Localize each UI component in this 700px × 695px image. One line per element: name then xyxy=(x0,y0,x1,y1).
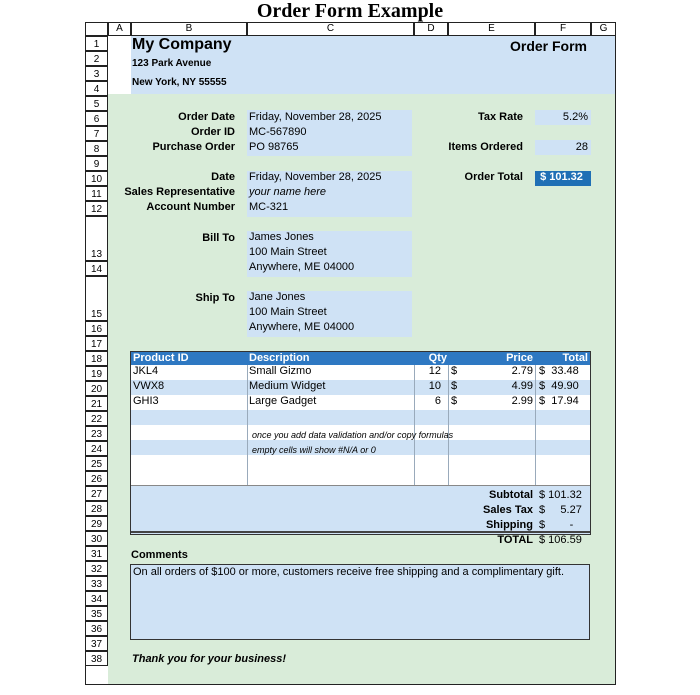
comments-label: Comments xyxy=(131,549,188,561)
row-header[interactable]: 35 xyxy=(85,606,108,621)
bill-to-name: James Jones xyxy=(249,231,314,243)
ship-to-name: Jane Jones xyxy=(249,291,306,303)
row-header[interactable]: 3 xyxy=(85,66,108,81)
note-empty-cells: empty cells will show #N/A or 0 xyxy=(252,445,376,455)
row-header[interactable]: 10 xyxy=(85,171,108,186)
row-header[interactable]: 25 xyxy=(85,456,108,471)
sales-tax-value: $ 5.27 xyxy=(539,504,582,516)
spreadsheet xyxy=(85,22,616,685)
table-cell-price[interactable]: 4.99 xyxy=(511,380,533,392)
order-total-label: Order Total xyxy=(464,171,523,183)
row-header[interactable]: 24 xyxy=(85,441,108,456)
row-header[interactable]: 38 xyxy=(85,651,108,666)
row-header[interactable]: 12 xyxy=(85,201,108,216)
table-cell-total[interactable]: $ 33.48 xyxy=(539,365,579,377)
page-title: Order Form Example xyxy=(256,0,444,22)
ship-to-street: 100 Main Street xyxy=(249,306,327,318)
row-header[interactable]: 20 xyxy=(85,381,108,396)
row-header[interactable]: 13 xyxy=(85,216,108,261)
bill-to-label: Bill To xyxy=(202,232,235,244)
row-header[interactable]: 19 xyxy=(85,366,108,381)
row-header[interactable]: 7 xyxy=(85,126,108,141)
order-total-value: $ 101.32 xyxy=(540,171,583,183)
th-qty: Qty xyxy=(428,352,447,364)
table-cell-total[interactable]: $ 49.90 xyxy=(539,380,579,392)
column-header-c[interactable]: C xyxy=(247,22,414,36)
tax-rate-value: 5.2% xyxy=(562,111,588,123)
table-cell-total[interactable]: $ 17.94 xyxy=(539,395,579,407)
row-header[interactable]: 4 xyxy=(85,81,108,96)
th-total: Total xyxy=(562,352,588,364)
company-name: My Company xyxy=(132,36,232,53)
row-header[interactable]: 28 xyxy=(85,501,108,516)
order-id-value: MC-567890 xyxy=(249,126,307,138)
row-header[interactable]: 36 xyxy=(85,621,108,636)
row-header[interactable]: 11 xyxy=(85,186,108,201)
row-header[interactable]: 22 xyxy=(85,411,108,426)
row-header[interactable]: 8 xyxy=(85,141,108,156)
sales-tax-label: Sales Tax xyxy=(483,504,533,516)
table-cell-product[interactable]: JKL4 xyxy=(133,365,159,377)
thank-you-message: Thank you for your business! xyxy=(132,653,287,665)
row-header[interactable]: 26 xyxy=(85,471,108,486)
row-header[interactable]: 18 xyxy=(85,351,108,366)
column-header-e[interactable]: E xyxy=(448,22,535,36)
note-validation: once you add data validation and/or copy formulas xyxy=(252,430,454,440)
table-cell-product[interactable]: VWX8 xyxy=(133,380,165,392)
th-product-id: Product ID xyxy=(133,352,189,364)
tax-rate-label: Tax Rate xyxy=(477,111,523,123)
column-header-f[interactable]: F xyxy=(535,22,591,36)
column-header-a[interactable]: A xyxy=(108,22,131,36)
account-number-value: MC-321 xyxy=(249,201,289,213)
row-header[interactable]: 9 xyxy=(85,156,108,171)
th-price: Price xyxy=(506,352,533,364)
shipping-label: Shipping xyxy=(485,519,533,531)
form-title: Order Form xyxy=(509,38,587,54)
ship-to-label: Ship To xyxy=(195,292,235,304)
th-description: Description xyxy=(249,352,310,364)
table-cell-product[interactable]: GHI3 xyxy=(133,395,159,407)
order-id-label: Order ID xyxy=(190,126,235,138)
ship-to-city: Anywhere, ME 04000 xyxy=(249,321,355,333)
row-header[interactable]: 14 xyxy=(85,261,108,276)
order-date-label: Order Date xyxy=(178,111,235,123)
column-header-d[interactable]: D xyxy=(414,22,448,36)
comments-text: On all orders of $100 or more, customers receive free shipping and a complimentary gift. xyxy=(133,566,565,578)
order-date-value: Friday, November 28, 2025 xyxy=(249,111,382,123)
shipping-value: $ - xyxy=(539,519,574,531)
row-header[interactable]: 6 xyxy=(85,111,108,126)
table-cell-price[interactable]: 2.79 xyxy=(511,365,533,377)
row-header[interactable]: 16 xyxy=(85,321,108,336)
bill-to-street: 100 Main Street xyxy=(249,246,327,258)
column-header-g[interactable]: G xyxy=(591,22,616,36)
row-header[interactable]: 17 xyxy=(85,336,108,351)
row-header[interactable]: 29 xyxy=(85,516,108,531)
row-header[interactable]: 31 xyxy=(85,546,108,561)
table-cell-qty[interactable]: 10 xyxy=(428,380,441,392)
sales-rep-label: Sales Representative xyxy=(124,186,235,198)
date-label: Date xyxy=(211,171,235,183)
table-cell-qty[interactable]: 12 xyxy=(428,365,441,377)
date-value: Friday, November 28, 2025 xyxy=(249,171,382,183)
purchase-order-label: Purchase Order xyxy=(152,141,235,153)
row-header[interactable]: 5 xyxy=(85,96,108,111)
row-header[interactable]: 33 xyxy=(85,576,108,591)
grand-total-label: TOTAL xyxy=(497,534,533,546)
table-cell-qty[interactable]: 6 xyxy=(434,395,441,407)
row-header[interactable]: 15 xyxy=(85,276,108,321)
sheet-border xyxy=(85,22,616,685)
row-header[interactable]: 27 xyxy=(85,486,108,501)
row-header[interactable]: 2 xyxy=(85,51,108,66)
subtotal-value: $ 101.32 xyxy=(539,489,582,501)
table-cell-cur[interactable]: $ xyxy=(451,365,458,377)
table-cell-desc[interactable]: Medium Widget xyxy=(249,380,326,392)
row-header[interactable]: 23 xyxy=(85,426,108,441)
sales-rep-value: your name here xyxy=(249,186,327,198)
company-street: 123 Park Avenue xyxy=(132,58,212,69)
table-cell-price[interactable]: 2.99 xyxy=(511,395,533,407)
row-header[interactable]: 34 xyxy=(85,591,108,606)
column-header-b[interactable]: B xyxy=(131,22,247,36)
company-city: New York, NY 55555 xyxy=(132,77,227,88)
row-header[interactable]: 30 xyxy=(85,531,108,546)
table-cell-desc[interactable]: Small Gizmo xyxy=(249,365,312,377)
items-ordered-value: 28 xyxy=(575,141,588,153)
row-header[interactable]: 21 xyxy=(85,396,108,411)
table-cell-cur[interactable]: $ xyxy=(451,380,458,392)
table-cell-cur[interactable]: $ xyxy=(451,395,458,407)
grand-total-value: $ 106.59 xyxy=(539,534,582,546)
row-header[interactable]: 37 xyxy=(85,636,108,651)
items-ordered-label: Items Ordered xyxy=(448,141,523,153)
table-cell-desc[interactable]: Large Gadget xyxy=(249,395,317,407)
row-header[interactable]: 32 xyxy=(85,561,108,576)
purchase-order-value: PO 98765 xyxy=(249,141,299,153)
row-header[interactable]: 1 xyxy=(85,36,108,51)
bill-to-city: Anywhere, ME 04000 xyxy=(249,261,355,273)
account-number-label: Account Number xyxy=(146,201,235,213)
subtotal-label: Subtotal xyxy=(489,489,533,501)
